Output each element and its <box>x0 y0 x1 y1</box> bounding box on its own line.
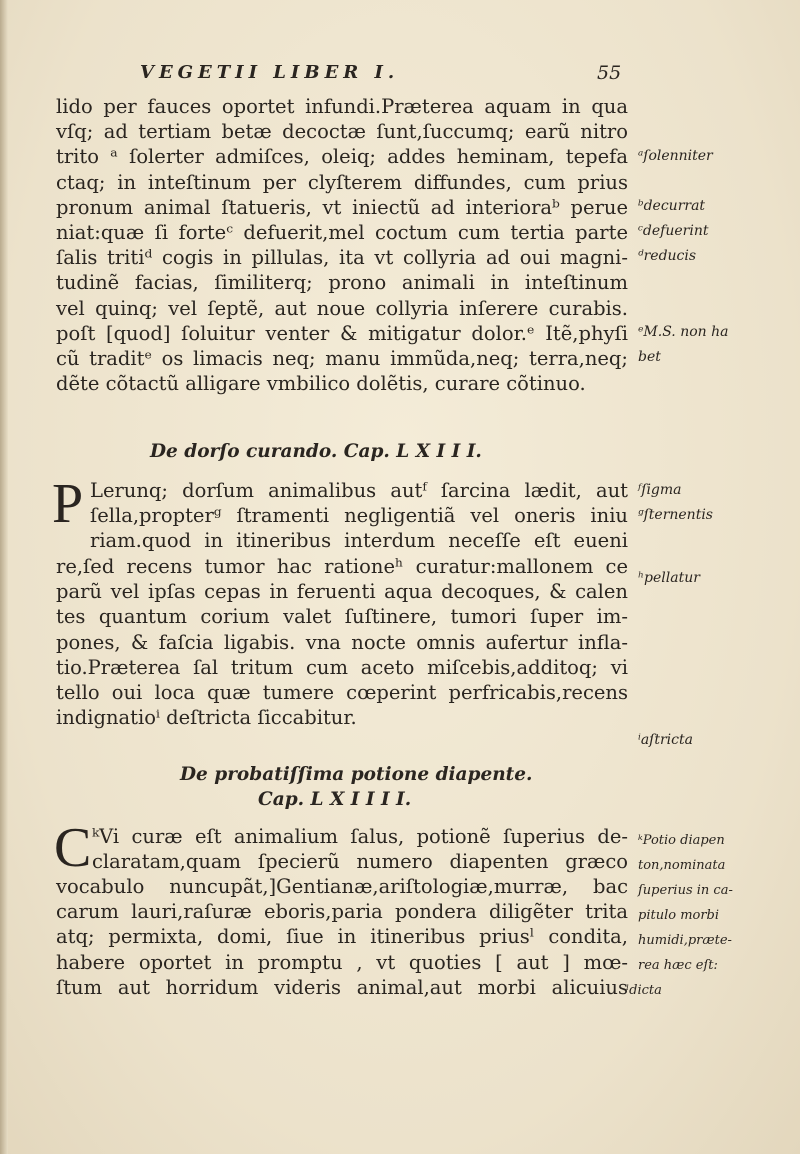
margin-note-e: ᵉM.S. non ha <box>638 324 729 340</box>
running-title: VEGETII LIBER I. <box>140 62 400 83</box>
text-line: Lerunq; dorſum animalibus autᶠ ſarcina lӕdit, aut <box>90 479 628 502</box>
margin-note-i: ⁱaſtricta <box>638 732 693 748</box>
margin-note-k-cont: humidi,prӕte- <box>638 933 732 948</box>
margin-note-l: ˡdicta <box>626 983 662 998</box>
margin-note-k: ᵏPotio diapen <box>638 833 725 848</box>
text-line: ſalis tritiᵈ cogis in pillulas, ita vt collyria ad oui magni- <box>56 246 628 270</box>
page-spine-edge <box>0 0 8 1154</box>
margin-note-d: ᵈreducis <box>638 248 697 264</box>
text-line: re,ſed recens tumor hac rationeʰ curatur:mallonem ce <box>56 555 628 578</box>
text-line: carum lauri,raſurӕ eboris,paria pondera diligẽter trita <box>56 900 628 924</box>
margin-note-b: ᵇdecurrat <box>638 198 706 214</box>
text-line: pones, & faſcia ligabis. vna nocte omnis aufertur infla- <box>56 630 628 654</box>
text-line: tudinẽ facias, ſimiliterq; prono animali in inteſtinum <box>56 271 628 295</box>
text-line: lido per fauces oportet infundi.Prӕterea aquam in qua <box>56 95 628 118</box>
chapter-heading-64-number: Cap. L X I I I I. <box>258 789 412 810</box>
margin-note-c: ᶜdefuerint <box>638 223 709 239</box>
text-line: vel quinq; vel ſeptẽ, aut noue collyria inſerere curabis. <box>56 296 628 320</box>
text-line: tes quantum corium valet ſuſtinere, tumori ſuper im- <box>56 605 628 629</box>
chapter-heading-63: De dorſo curando. Cap. L X I I I. <box>150 441 482 462</box>
margin-note-a: ᵃſolenniter <box>638 148 713 164</box>
paragraph-body <box>56 874 628 1000</box>
margin-note-h: ʰpellatur <box>638 570 700 586</box>
text-line: vſq; ad tertiam betӕ decoctӕ ſunt,ſuccumq; earũ nitro <box>56 120 628 144</box>
text-line: tio.Prӕterea ſal tritum cum aceto miſcebis,additoq; vi <box>56 655 628 679</box>
margin-note-f: ᶠſigma <box>638 482 682 498</box>
text-line: ſtum aut horridum videris animal,aut morbi alicuius <box>56 975 628 999</box>
text-line: ſella,propterᵍ ſtramenti negligentiã vel oneris iniu <box>90 504 628 528</box>
text-line: indignatioⁱ deſtricta ſiccabitur. <box>56 706 357 730</box>
text-line: pronum animal ſtatueris, vt iniectũ ad interioraᵇ perue <box>56 195 628 219</box>
text-line: dẽte cõtactũ alligare vmbilico dolẽtis, curare cõtinuo. <box>56 372 586 396</box>
text-line: vocabulo nuncupãt,]Gentianӕ,ariſtologiӕ,murrӕ, bac <box>56 875 628 898</box>
text-line: atq; permixta, domi, ſiue in itineribus priusˡ condita, <box>56 925 628 949</box>
margin-note-e-cont: bet <box>638 349 661 365</box>
chapter-heading-64-title: De probatiſſima potione diapente. <box>180 764 533 785</box>
paragraph-body <box>56 554 628 730</box>
paragraph-indented <box>90 478 628 554</box>
margin-note-k-cont: rea hӕc eſt: <box>638 958 718 973</box>
text-line: ctaq; in inteſtinum per clyſterem diffundes, cum prius <box>56 170 628 194</box>
margin-note-k-cont: pitulo morbi <box>638 908 720 923</box>
drop-cap-c: C <box>54 817 92 879</box>
text-line: riam.quod in itineribus interdum neceſſe eſt eueni <box>90 529 628 553</box>
page-number: 55 <box>597 62 622 84</box>
text-line: claratam,quam ſpecierũ numero diapenten grӕco <box>92 850 628 874</box>
text-line: niat:quӕ ſi forteᶜ defuerit,mel coctum cum tertia parte <box>56 221 628 245</box>
drop-cap-p: P <box>52 473 84 535</box>
text-line: cũ traditᵉ os limacis neq; manu immũda,neq; terra,neq; <box>56 347 628 371</box>
margin-note-k-cont: ton,nominata <box>638 858 726 873</box>
text-line: habere oportet in promptu , vt quoties [ aut ] mœ- <box>56 950 628 974</box>
margin-note-g: ᵍſternentis <box>638 507 713 523</box>
text-line: ᵏVi curӕ eſt animalium ſalus, potionẽ ſuperius de- <box>92 825 628 848</box>
text-line: poſt [quod] ſoluitur venter & mitigatur dolor.ᵉ Itẽ,phyſi <box>56 321 628 345</box>
margin-note-k-cont: ſuperius in ca- <box>638 883 733 898</box>
text-line: parũ vel ipſas cepas in feruenti aqua decoques, & calen <box>56 580 628 604</box>
text-line: tello oui loca quӕ tumere cœperint perfricabis,recens <box>56 681 628 705</box>
text-line: trito ᵃ ſolerter admiſces, oleiq; addes heminam, tepefa <box>56 145 628 169</box>
paragraph-continuation <box>56 94 628 396</box>
paragraph-indented <box>92 824 628 874</box>
